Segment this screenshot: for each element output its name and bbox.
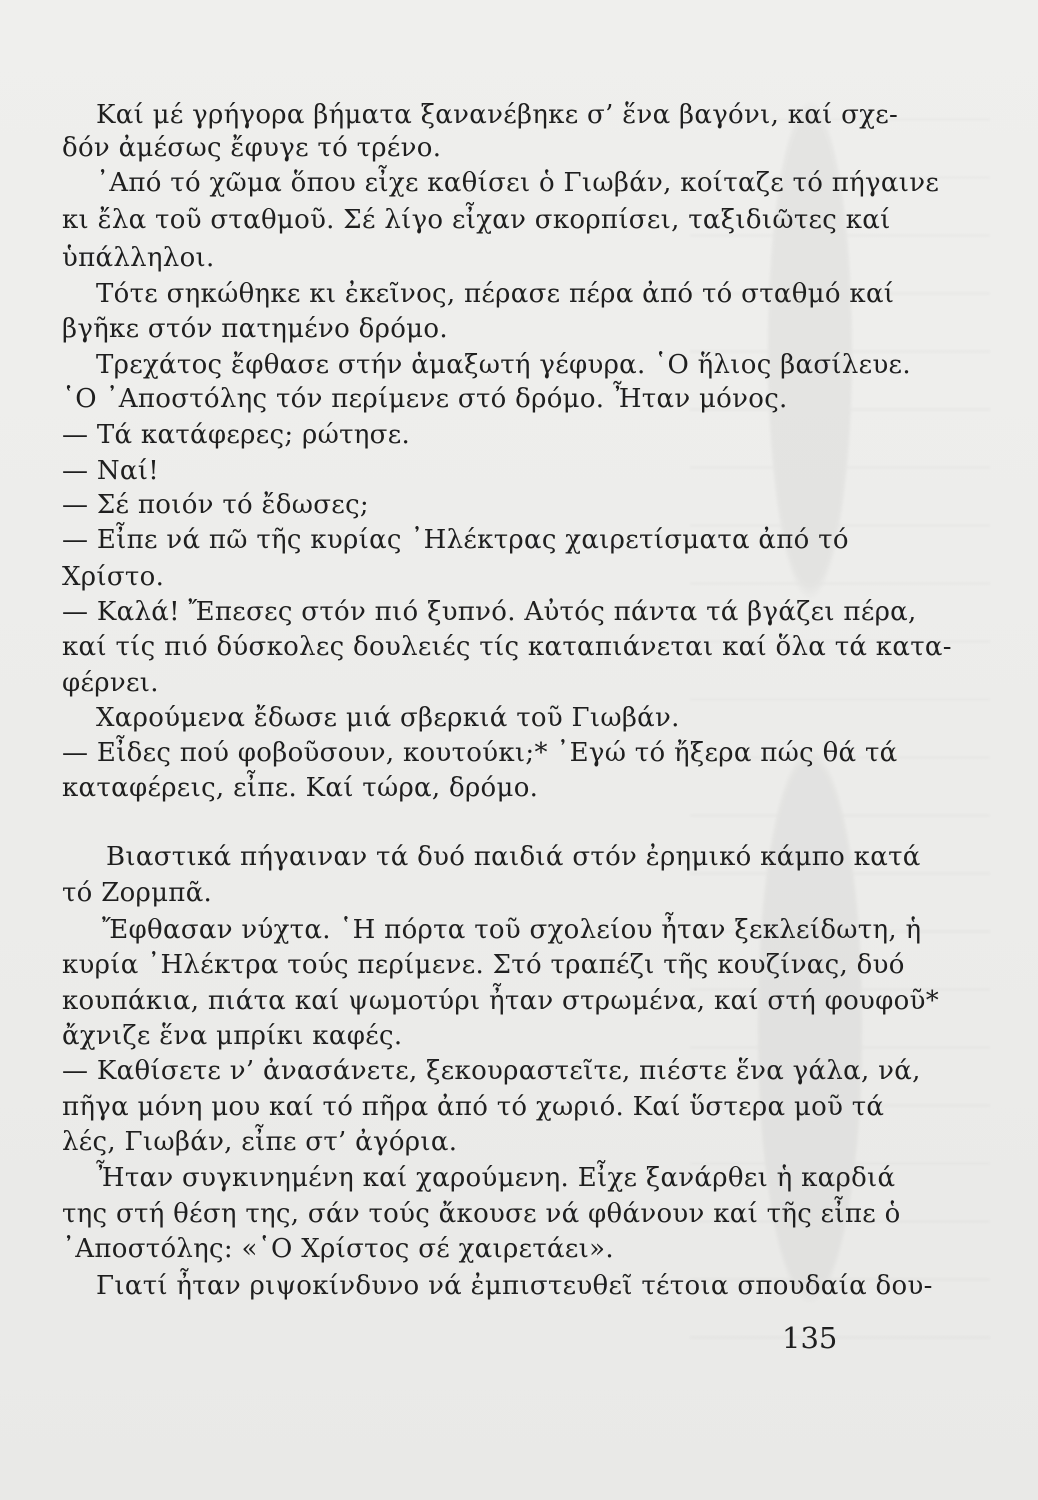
text-line: Ἦταν συγκινημένη καί χαρούμενη. Εἶχε ξανάρθει ἡ καρδιά xyxy=(96,1163,896,1193)
dialogue-line: — Τά κατάφερες; ρώτησε. xyxy=(62,420,411,450)
text-line: Χαρούμενα ἔδωσε μιά σβερκιά τοῦ Γιωβάν. xyxy=(96,703,680,733)
page-number: 135 xyxy=(782,1321,838,1355)
text-line: βγῆκε στόν πατημένο δρόμο. xyxy=(62,314,448,344)
text-line: της στή θέση της, σάν τούς ἄκουσε νά φθάνουν καί τῆς εἶπε ὁ xyxy=(62,1199,901,1229)
text-line: καταφέρεις, εἶπε. Καί τώρα, δρόμο. xyxy=(62,773,539,803)
text-line: Βιαστικά πήγαιναν τά δυό παιδιά στόν ἐρημικό κάμπο κατά xyxy=(106,842,921,872)
text-line: κουπάκια, πιάτα καί ψωμοτύρι ἦταν στρωμένα, καί στή φουφοῦ* xyxy=(62,986,940,1016)
dialogue-line: — Ναί! xyxy=(62,456,160,486)
dialogue-line: — Καθίσετε ν’ ἀνασάνετε, ξεκουραστεῖτε, πιέστε ἕνα γάλα, νά, xyxy=(62,1056,921,1086)
text-line: Ἔφθασαν νύχτα. ῾Η πόρτα τοῦ σχολείου ἦταν ξεκλείδωτη, ἡ xyxy=(102,915,922,945)
text-line: καί τίς πιό δύσκολες δουλειές τίς καταπιάνεται καί ὅλα τά κατα- xyxy=(62,632,952,662)
text-line: πῆγα μόνη μου καί τό πῆρα ἀπό τό χωριό. Καί ὕστερα μοῦ τά xyxy=(62,1092,885,1122)
text-line: Γιατί ἦταν ριψοκίνδυνο νά ἐμπιστευθεῖ τέτοια σπουδαία δου- xyxy=(96,1271,933,1301)
text-line: λές, Γιωβάν, εἶπε στ’ ἀγόρια. xyxy=(62,1127,458,1157)
text-line: ὑπάλληλοι. xyxy=(62,243,215,273)
text-line: Τότε σηκώθηκε κι ἐκεῖνος, πέρασε πέρα ἀπό τό σταθμό καί xyxy=(96,279,895,309)
text-line: ᾿Από τό χῶμα ὅπου εἶχε καθίσει ὁ Γιωβάν, κοίταζε τό πήγαινε xyxy=(96,168,940,198)
text-line: κι ἔλα τοῦ σταθμοῦ. Σέ λίγο εἶχαν σκορπίσει, ταξιδιῶτες καί xyxy=(62,205,891,235)
text-line: Καί μέ γρήγορα βήματα ξανανέβηκε σ’ ἕνα βαγόνι, καί σχε- xyxy=(96,100,899,130)
dialogue-line: — Καλά! Ἔπεσες στόν πιό ξυπνό. Αὐτός πάντα τά βγάζει πέρα, xyxy=(62,597,917,627)
text-line: Χρίστο. xyxy=(62,562,165,592)
text-line: ῾Ο ᾿Αποστόλης τόν περίμενε στό δρόμο. Ἦταν μόνος. xyxy=(62,384,788,414)
text-line: δόν ἀμέσως ἔφυγε τό τρένο. xyxy=(62,133,442,163)
text-line: τό Ζορμπᾶ. xyxy=(62,878,213,908)
text-line: κυρία ᾿Ηλέκτρα τούς περίμενε. Στό τραπέζι τῆς κουζίνας, δυό xyxy=(62,950,905,980)
dialogue-line: — Εἶδες πού φοβοῦσουν, κουτούκι;* ᾿Εγώ τό ἤξερα πώς θά τά xyxy=(62,738,898,768)
dialogue-line: — Εἶπε νά πῶ τῆς κυρίας ᾿Ηλέκτρας χαιρετίσματα ἀπό τό xyxy=(62,525,849,555)
dialogue-line: — Σέ ποιόν τό ἔδωσες; xyxy=(62,490,369,520)
text-line: Τρεχάτος ἔφθασε στήν ἁμαξωτή γέφυρα. ῾Ο ἥλιος βασίλευε. xyxy=(96,350,911,380)
text-line: ᾿Αποστόλης: «῾Ο Χρίστος σέ χαιρετάει». xyxy=(62,1234,614,1264)
text-line: ἄχνιζε ἕνα μπρίκι καφές. xyxy=(62,1021,403,1051)
text-line: φέρνει. xyxy=(62,668,159,698)
